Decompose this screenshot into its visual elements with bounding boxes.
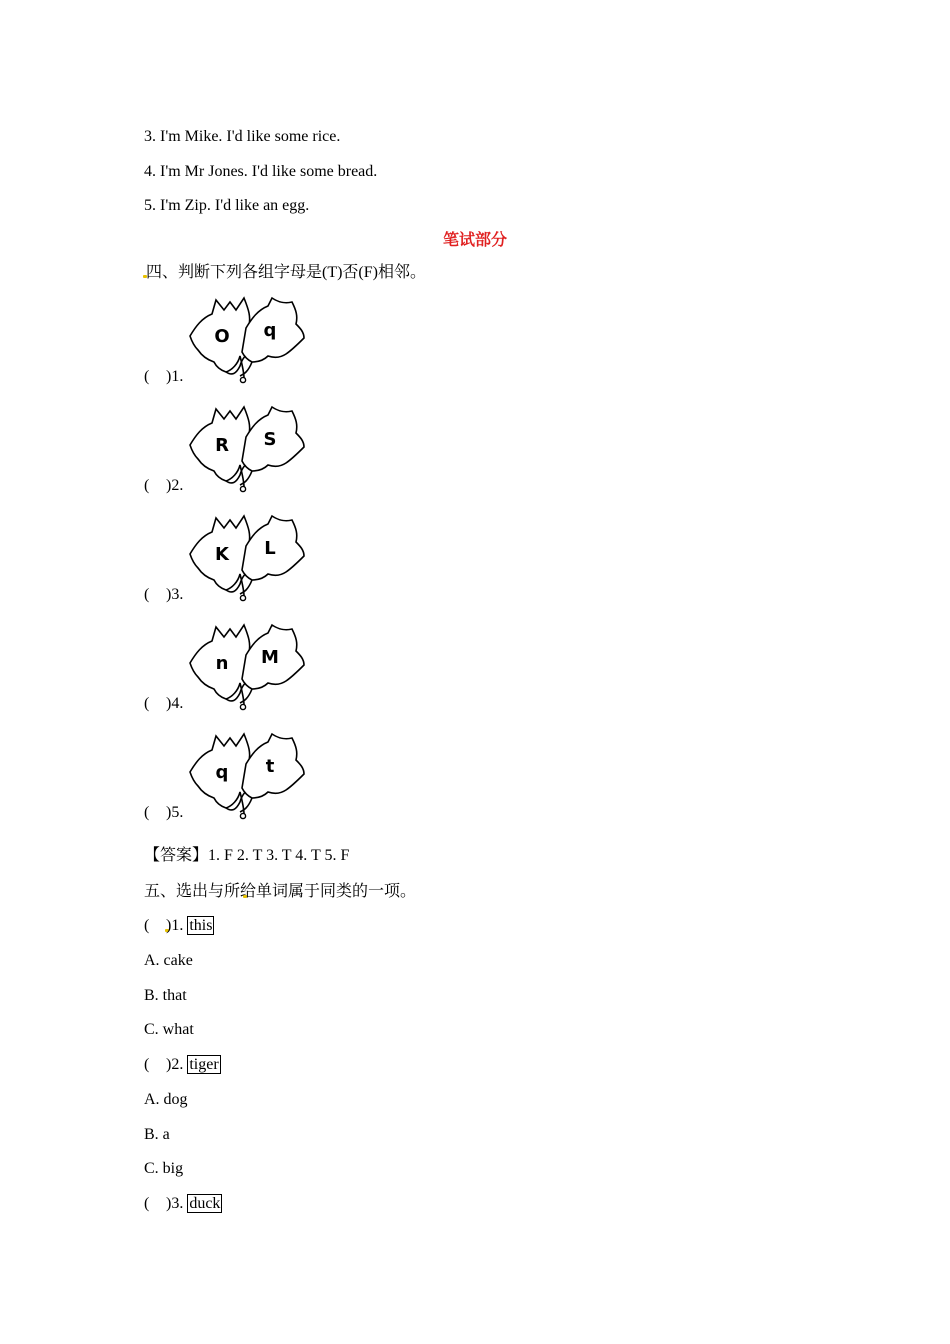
section4-item-4 (144, 694, 183, 714)
leaf-letter-right: L (264, 538, 276, 559)
listening-line-3: 3. I'm Mike. I'd like some rice. (144, 128, 341, 145)
leaf-letter-right: M (261, 647, 279, 668)
answer-paren-close: ) (166, 695, 172, 712)
answer-paren-close: ) (166, 477, 172, 494)
option-a: A. dog (144, 1091, 188, 1108)
leaf-letter-left: K (215, 544, 229, 565)
section4-item-3 (144, 585, 183, 605)
answer-paren-close: ) (166, 1195, 172, 1212)
section4-item-1 (144, 367, 183, 387)
answer-paren-close: ) (166, 1056, 172, 1073)
question-number: 2. (171, 1056, 184, 1073)
option-b: B. a (144, 1126, 170, 1143)
listening-line-5: 5. I'm Zip. I'd like an egg. (144, 197, 310, 214)
answer-paren-open: ( (144, 368, 150, 385)
question-number: 3. (171, 1195, 184, 1212)
option-c: C. big (144, 1160, 184, 1177)
leaf-letter-left: n (215, 653, 229, 674)
item-number: 1. (171, 368, 184, 385)
leaf-pair-5 (186, 732, 306, 820)
question-number: 1. (171, 917, 184, 934)
given-word: this (189, 917, 213, 934)
section4-answer: 【答案】1. F 2. T 3. T 4. T 5. F (144, 847, 350, 864)
section4-item-2 (144, 476, 183, 496)
section4-item-5 (144, 803, 183, 823)
answer-paren-close: ) (166, 368, 172, 385)
answer-paren-open: ( (144, 586, 150, 603)
leaf-pair-4 (186, 623, 306, 711)
answer-paren-open: ( (144, 1195, 150, 1212)
item-number: 3. (171, 586, 184, 603)
option-c: C. what (144, 1021, 194, 1038)
leaf-letter-right: q (263, 320, 277, 341)
answer-paren-close: ) (166, 586, 172, 603)
leaf-pair-3 (186, 514, 306, 602)
item-number: 5. (171, 804, 184, 821)
leaf-letter-left: q (215, 762, 229, 783)
section5-title: 五、选出与所给单词属于同类的一项。 (144, 883, 417, 900)
given-word: duck (189, 1195, 221, 1212)
answer-paren-open: ( (144, 804, 150, 821)
answer-paren-open: ( (144, 477, 150, 494)
written-part-title: 笔试部分 (442, 232, 507, 249)
leaf-letter-right: S (263, 429, 277, 450)
answer-paren-open: ( (144, 917, 150, 934)
leaf-pair-2 (186, 405, 306, 493)
answer-paren-open: ( (144, 695, 150, 712)
answer-paren-close: ) (166, 804, 172, 821)
section4-title: 四、判断下列各组字母是(T)否(F)相邻。 (146, 264, 426, 281)
listening-line-4: 4. I'm Mr Jones. I'd like some bread. (144, 163, 378, 180)
item-number: 2. (171, 477, 184, 494)
leaf-pair-1 (186, 296, 306, 384)
given-word: tiger (189, 1056, 219, 1073)
section5-question-1 (144, 916, 214, 936)
section5-question-2 (144, 1055, 221, 1075)
section5-question-3 (144, 1194, 222, 1214)
option-a: A. cake (144, 952, 193, 969)
option-b: B. that (144, 987, 187, 1004)
answer-paren-open: ( (144, 1056, 150, 1073)
item-number: 4. (171, 695, 184, 712)
leaf-letter-right: t (265, 756, 275, 777)
answer-paren-close: ) (166, 917, 172, 934)
leaf-letter-left: R (215, 435, 229, 456)
leaf-letter-left: O (214, 326, 230, 347)
